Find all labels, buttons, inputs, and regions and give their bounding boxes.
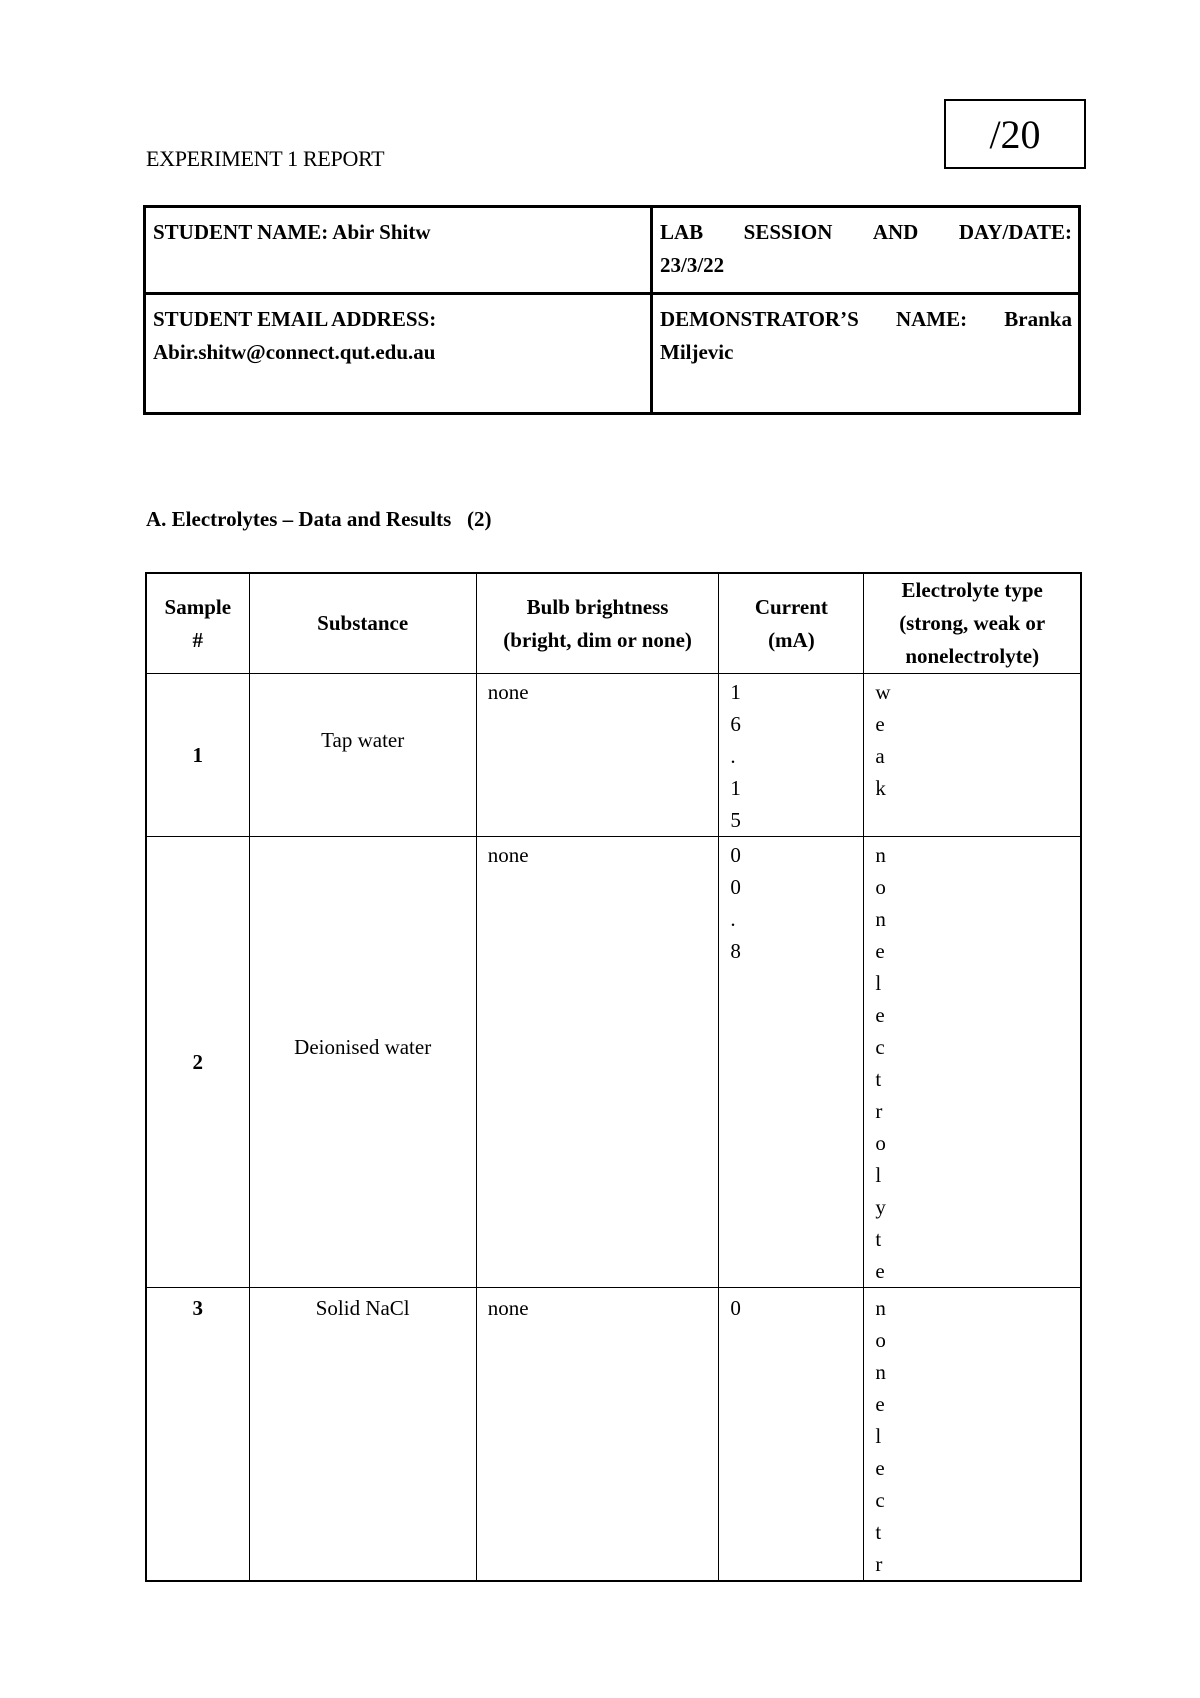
type-char: t	[875, 1227, 882, 1251]
info-row	[145, 294, 1080, 414]
sample-number: 1	[146, 674, 249, 837]
type-char: e	[875, 939, 885, 963]
header-line: (strong, weak or	[899, 611, 1046, 635]
demonstrator-label	[660, 303, 1072, 336]
email-cell	[145, 294, 652, 414]
current-char: 1	[730, 776, 741, 800]
substance	[249, 837, 476, 1288]
type-char: w	[875, 680, 891, 704]
header-line: #	[192, 627, 204, 652]
header-line: Current	[754, 594, 828, 619]
current-char: .	[730, 907, 736, 931]
header-line: (bright, dim or none)	[503, 627, 692, 652]
bulb-brightness: none	[476, 674, 719, 837]
demonstrator-word: Branka	[1004, 307, 1072, 331]
type-char: l	[875, 971, 882, 995]
substance-text: Deionised water	[294, 1035, 432, 1059]
type-char: n	[875, 1360, 886, 1384]
type-char: o	[875, 1328, 886, 1352]
type-char: o	[875, 1131, 886, 1155]
type-char: r	[875, 1552, 883, 1576]
header-line: Electrolyte type	[901, 578, 1043, 602]
electrolyte-type	[864, 1288, 1081, 1582]
header-line: (mA)	[768, 627, 815, 652]
substance	[249, 674, 476, 837]
substance-text: Tap water	[321, 728, 405, 752]
type-char: t	[875, 1520, 882, 1544]
type-char: a	[875, 744, 885, 768]
type-char: l	[875, 1424, 882, 1448]
lab-session-word: DAY/DATE:	[958, 220, 1072, 244]
student-name: STUDENT NAME: Abir Shitw	[153, 220, 431, 244]
table-row	[146, 837, 1081, 1288]
header-line: Substance	[317, 611, 409, 635]
header-line: Sample	[164, 594, 232, 619]
lab-session-label	[660, 216, 1072, 249]
header-bulb	[476, 573, 719, 674]
type-char: e	[875, 712, 885, 736]
info-row	[145, 207, 1080, 294]
table-row	[146, 674, 1081, 837]
type-char: r	[875, 1099, 883, 1123]
score-box: /20	[944, 99, 1086, 169]
header-row	[146, 573, 1081, 674]
demonstrator-cell	[652, 294, 1080, 414]
substance: Solid NaCl	[249, 1288, 476, 1582]
type-char: n	[875, 1296, 886, 1320]
header-line: nonelectrolyte)	[905, 644, 1040, 668]
lab-session-cell	[652, 207, 1080, 294]
demonstrator-word: DEMONSTRATOR’S	[660, 307, 859, 331]
type-char: c	[875, 1035, 885, 1059]
type-char: l	[875, 1163, 882, 1187]
current-value	[719, 674, 864, 837]
student-name-cell	[145, 207, 652, 294]
table-row	[146, 1288, 1081, 1582]
current-char: 6	[730, 712, 741, 736]
type-char: e	[875, 1456, 885, 1480]
current-char: 0	[730, 875, 741, 899]
header-current	[719, 573, 864, 674]
lab-date: 23/3/22	[660, 253, 725, 277]
type-char: e	[875, 1392, 885, 1416]
type-char: c	[875, 1488, 885, 1512]
lab-session-word: AND	[872, 220, 919, 244]
current-char: 1	[730, 680, 741, 704]
email-label: STUDENT EMAIL ADDRESS:	[153, 307, 437, 331]
lab-session-word: SESSION	[743, 220, 833, 244]
email-value: Abir.shitw@connect.qut.edu.au	[153, 340, 436, 364]
current-char: 5	[730, 808, 741, 832]
current-char: 8	[730, 939, 741, 963]
bulb-brightness: none	[476, 1288, 719, 1582]
type-char: e	[875, 1259, 885, 1283]
current-char: 0	[730, 843, 741, 867]
electrolyte-type	[864, 674, 1081, 837]
demonstrator-word: NAME:	[895, 307, 968, 331]
student-info-table	[143, 205, 1081, 415]
sample-number: 3	[146, 1288, 249, 1582]
electrolytes-table	[145, 572, 1082, 1582]
type-char: o	[875, 875, 886, 899]
sample-number: 2	[146, 837, 249, 1288]
header-line: Bulb brightness	[526, 594, 669, 619]
type-char: k	[875, 776, 886, 800]
section-heading: A. Electrolytes – Data and Results (2)	[146, 507, 492, 531]
type-char: e	[875, 1003, 885, 1027]
lab-session-word: LAB	[660, 220, 704, 244]
current-char: .	[730, 744, 736, 768]
type-char: n	[875, 843, 886, 867]
report-title: EXPERIMENT 1 REPORT	[146, 146, 385, 171]
header-sample	[146, 573, 249, 674]
current-value	[719, 837, 864, 1288]
current-value	[719, 1288, 864, 1582]
current-char: 0	[730, 1296, 741, 1320]
header-electrolyte	[864, 573, 1081, 674]
bulb-brightness: none	[476, 837, 719, 1288]
electrolyte-type	[864, 837, 1081, 1288]
demonstrator-name-cont: Miljevic	[660, 340, 734, 364]
type-char: n	[875, 907, 886, 931]
header-substance	[249, 573, 476, 674]
type-char: y	[875, 1195, 886, 1219]
type-char: t	[875, 1067, 882, 1091]
